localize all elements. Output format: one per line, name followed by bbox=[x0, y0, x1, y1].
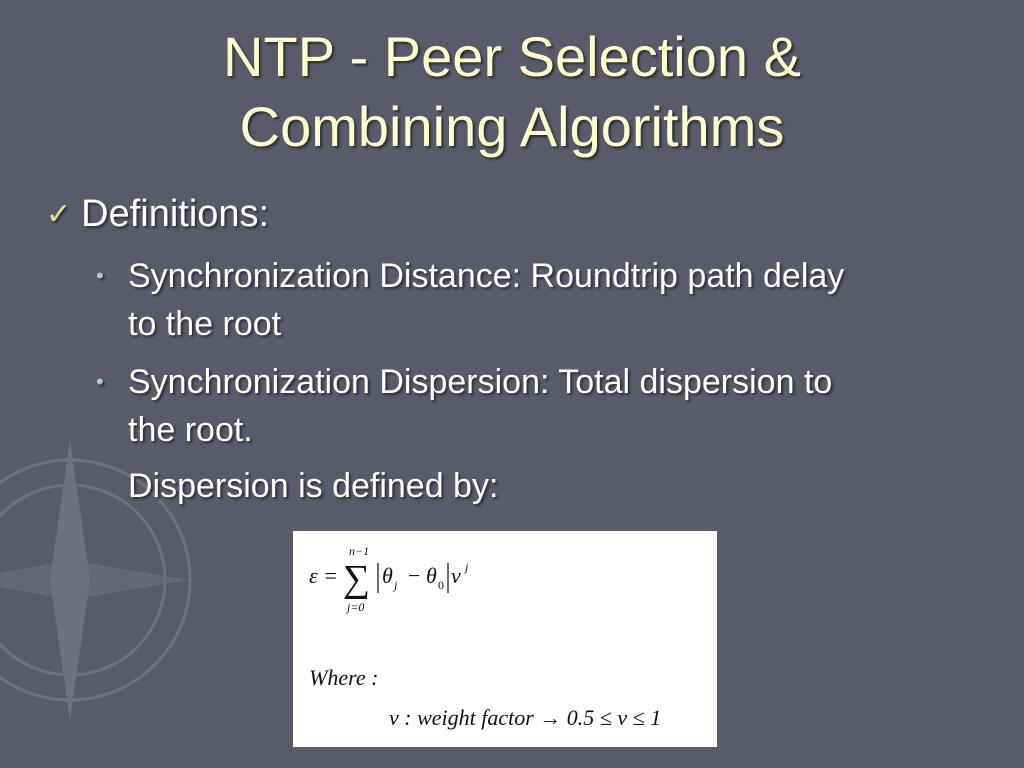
bullet-dot-icon: • bbox=[96, 369, 104, 394]
formula-sum-lower: j=0 bbox=[347, 600, 365, 614]
bullet-item-distance bbox=[96, 252, 976, 348]
bullet-item-dispersion-line2: the root. bbox=[128, 411, 253, 449]
formula-where: Where : bbox=[309, 665, 379, 690]
continuation-paragraph bbox=[96, 462, 976, 510]
formula-theta: θ bbox=[382, 563, 393, 588]
continuation-text: Dispersion is defined by: bbox=[128, 467, 499, 505]
formula-nu: ν bbox=[451, 563, 461, 588]
formula-minus: − bbox=[408, 563, 421, 588]
definitions-label: Definitions: bbox=[81, 193, 270, 235]
formula-theta: θ bbox=[426, 563, 437, 588]
dispersion-formula-image bbox=[293, 531, 717, 747]
formula-sum-upper: n−1 bbox=[349, 544, 370, 558]
formula-lhs: ε = bbox=[309, 563, 339, 588]
bullet-item-dispersion bbox=[96, 358, 976, 454]
formula-sub-j: j bbox=[394, 578, 398, 592]
checkmark-icon: ✓ bbox=[46, 198, 72, 231]
bullet-item-distance-line1: Synchronization Distance: Roundtrip path delay bbox=[128, 257, 845, 295]
formula-sup-j: j bbox=[465, 560, 469, 574]
formula-weight-line: ν : weight factor → 0.5 ≤ ν ≤ 1 bbox=[389, 705, 662, 730]
bullet-item-dispersion-line1: Synchronization Dispersion: Total dispersion to bbox=[128, 363, 833, 401]
definitions-heading bbox=[46, 190, 269, 239]
title-line-1: NTP - Peer Selection & bbox=[223, 25, 801, 88]
sigma-icon: ∑ bbox=[343, 558, 371, 600]
title-line-2: Combining Algorithms bbox=[239, 95, 785, 158]
bullet-dot-icon: • bbox=[96, 263, 104, 288]
formula-sub-0: 0 bbox=[438, 578, 444, 592]
bullet-item-distance-line2: to the root bbox=[128, 305, 282, 343]
slide-title bbox=[0, 22, 1024, 162]
